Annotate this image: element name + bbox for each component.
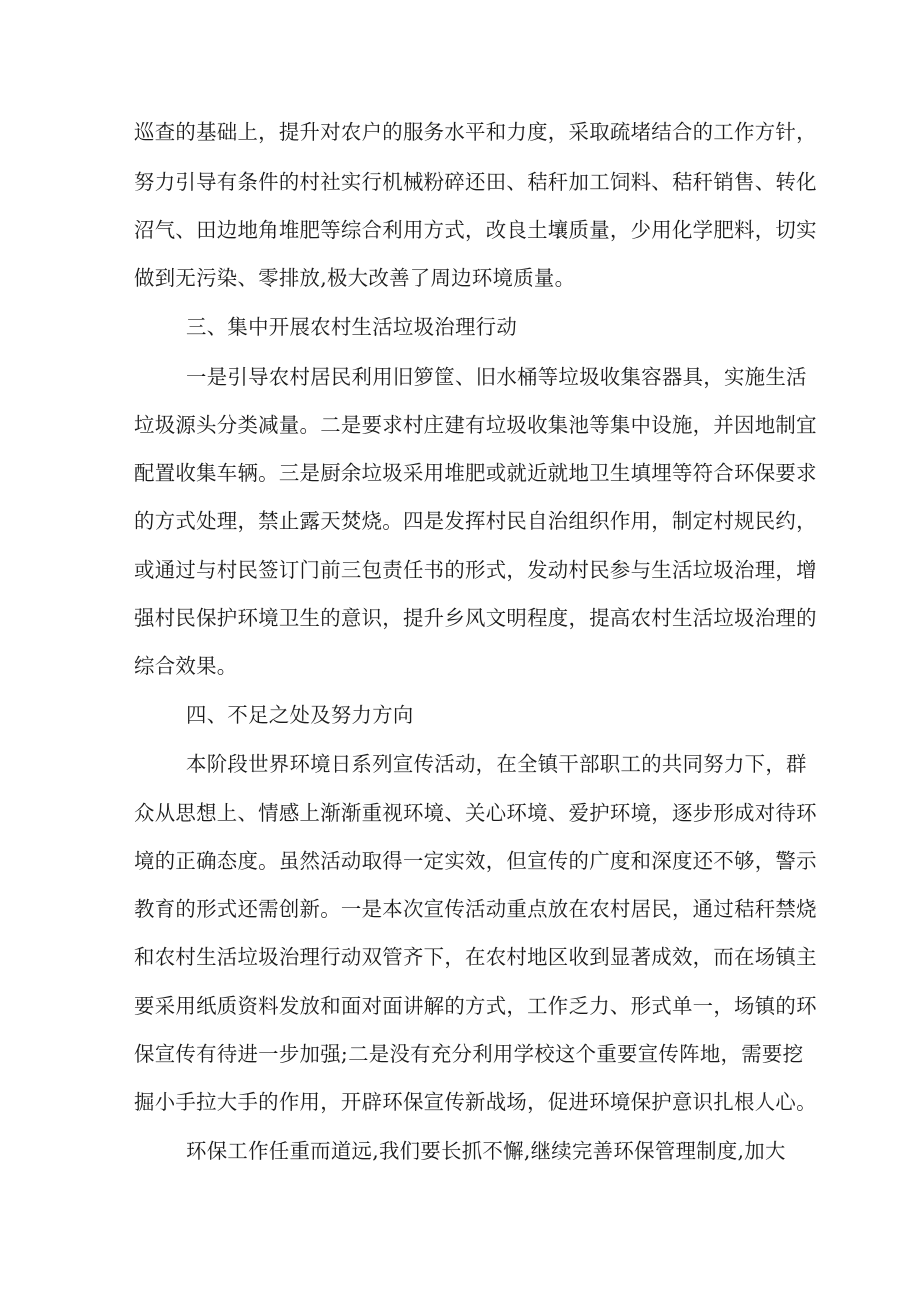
paragraph-line: 综合效果。 <box>134 654 238 678</box>
paragraph-line: 做到无污染、零排放,极大改善了周边环境质量。 <box>134 266 576 290</box>
paragraph-line: 教育的形式还需创新。一是本次宣传活动重点放在农村居民，通过秸秆禁烧 <box>134 897 817 921</box>
section-heading-4: 四、不足之处及努力方向 <box>186 703 414 727</box>
paragraph-line: 保宣传有待进一步加强;二是没有充分利用学校这个重要宣传阵地，需要挖 <box>134 1042 804 1066</box>
paragraph-line: 本阶段世界环境日系列宣传活动，在全镇干部职工的共同努力下，群 <box>186 752 807 776</box>
paragraph-line: 的方式处理，禁止露天焚烧。四是发挥村民自治组织作用，制定村规民约， <box>134 509 817 533</box>
paragraph-line: 配置收集车辆。三是厨余垃圾采用堆肥或就近就地卫生填埋等符合环保要求 <box>134 461 817 485</box>
paragraph-line: 巡查的基础上，提升对农户的服务水平和力度，采取疏堵结合的工作方针， <box>134 120 817 144</box>
paragraph-line: 垃圾源头分类减量。二是要求村庄建有垃圾收集池等集中设施，并因地制宜 <box>134 413 817 437</box>
paragraph-line: 一是引导农村居民利用旧箩筐、旧水桶等垃圾收集容器具，实施生活 <box>186 365 807 389</box>
paragraph-line: 要采用纸质资料发放和面对面讲解的方式，工作乏力、形式单一，场镇的环 <box>134 994 817 1018</box>
paragraph-line: 环保工作任重而道远,我们要长抓不懈,继续完善环保管理制度,加大 <box>186 1139 786 1163</box>
paragraph-line: 沼气、田边地角堆肥等综合利用方式，改良土壤质量，少用化学肥料，切实 <box>134 218 817 242</box>
paragraph-line: 或通过与村民签订门前三包责任书的形式，发动村民参与生活垃圾治理，增 <box>134 558 817 582</box>
paragraph-line: 努力引导有条件的村社实行机械粉碎还田、秸秆加工饲料、秸秆销售、转化 <box>134 170 817 194</box>
paragraph-line: 和农村生活垃圾治理行动双管齐下，在农村地区收到显著成效，而在场镇主 <box>134 945 817 969</box>
paragraph-line: 境的正确态度。虽然活动取得一定实效，但宣传的广度和深度还不够，警示 <box>134 849 817 873</box>
section-heading-3: 三、集中开展农村生活垃圾治理行动 <box>186 315 518 339</box>
paragraph-line: 强村民保护环境卫生的意识，提升乡风文明程度，提高农村生活垃圾治理的 <box>134 606 817 630</box>
paragraph-line: 众从思想上、情感上渐渐重视环境、关心环境、爱护环境，逐步形成对待环 <box>134 801 817 825</box>
paragraph-line: 掘小手拉大手的作用，开辟环保宣传新战场，促进环境保护意识扎根人心。 <box>134 1090 817 1114</box>
